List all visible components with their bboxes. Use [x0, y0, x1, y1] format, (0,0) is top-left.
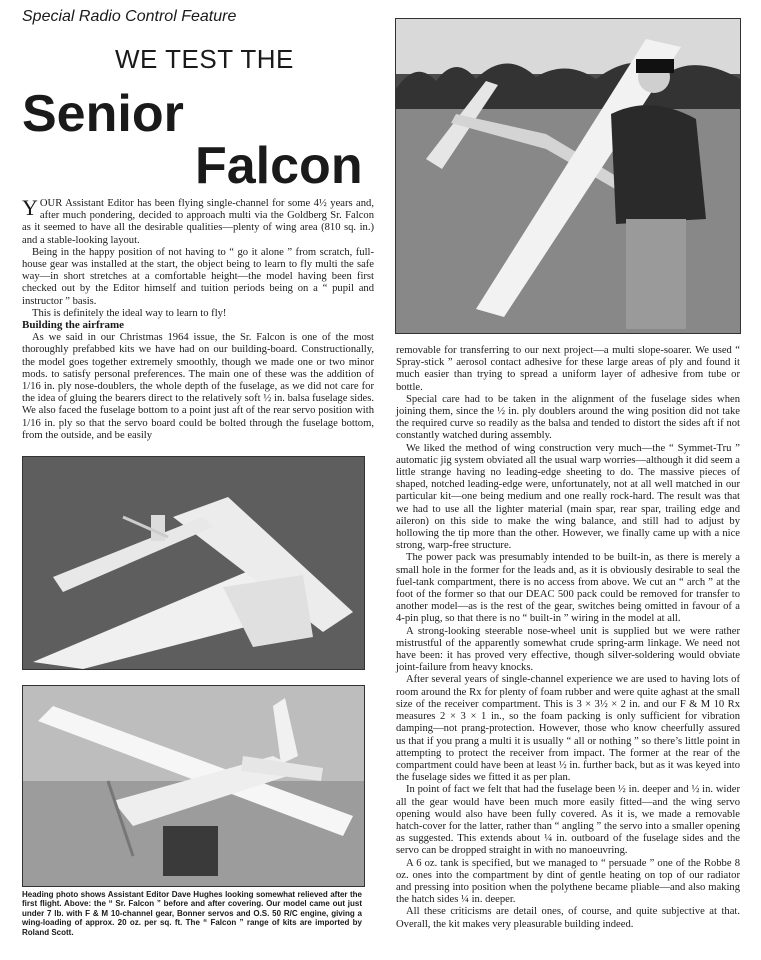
right-paragraph-1: removable for transferring to our next project—a multi slope-soarer. We used “ Spray-stick ” aerosol contact adhesive for these large areas of ply and found it much easier than trying to spread a uniform layer of adhesive from tube or bottle. — [396, 345, 740, 393]
photo-caption: Heading photo shows Assistant Editor Dave Hughes looking somewhat relieved after the first flight. Above: the “ Sr. Falcon ” before and after covering. Our model came out just under 7 lb. with F & M 10-channel gear, Bonner servos and O.S. 50 R/C engine, giving a wing-loading of approx. 20 oz. per sq. ft. The “ Falcon ” range of kits are imported by Roland Scott. — [22, 890, 362, 937]
title-line-2: Senior — [22, 85, 184, 143]
building-section — [22, 319, 374, 442]
section-heading: Building the airframe — [22, 319, 125, 331]
intro-paragraph-3: This is definitely the ideal way to learn to fly! — [32, 307, 227, 319]
section-paragraph-1: As we said in our Christmas 1964 issue, the Sr. Falcon is one of the most thoroughly prefabbed kits we have had on our building-board. Constructionally, the model goes together extremely smoothly, though we made one or two minor mods. to satisfy personal preferences. The main one of these was the addition of 1/16 in. ply nose-doublers, the whole depth of the fuselage, as we did not care for the idea of gluing the bearers direct to the relatively soft ½ in. balsa fuselage sides. We also faced the fuselage bottom to a point just aft of the rear servo position with 1/16 in. ply so that the servo board could be bolted through the fuselage bottom, from the outside, and be easily — [22, 332, 374, 441]
drop-cap: Y — [22, 195, 38, 220]
right-paragraph-3: We liked the method of wing construction very much—the “ Symmet-Tru ” automatic jig system obviated all the usual warp worries—although it did seem a little strange having no leading-edge sheeting to do. The massive pieces of shaped, notched leading-edge were, unfortunately, not at all well matched in our particular kit—one being medium and one really rock-hard. The result was that we had to use all the lighter material (main spar, rear spar, trailing edge and aileron) on this side to make the wing balance, and still had to adjust by hollowing the tip more than the other. However, we finally came up with a nice strong, warp-free structure. — [396, 442, 740, 552]
covered-model-photo — [22, 685, 365, 887]
right-paragraph-2: Special care had to be taken in the alignment of the fuselage sides when joining them, since the ½ in. ply doublers around the wing position did not take the required curve so readily as the balsa and tended to distort the sides aft if not constantly watched during assembly. — [396, 393, 740, 442]
heading-photo — [395, 18, 741, 334]
uncovered-airframe-photo — [22, 456, 365, 670]
intro-paragraph-1: OUR Assistant Editor has been flying single-channel for some 4½ years and, after much pondering, decided to approach multi via the Goldberg Sr. Falcon as it seemed to have all the desirable qualities—plenty of wing area (810 sq. in.) and a stable-looking layout. — [22, 198, 374, 246]
right-paragraph-4: The power pack was presumably intended to be built-in, as there is merely a small hole in the former for the leads and, as it is obviously desirable to seal the fuel-tank compartment, there is no access from above. We cut an “ arch ” at the foot of the former so that our DEAC 500 pack could be removed for transfer to another model—as is the rest of the gear, switches being omitted in favour of a 4-pin plug, so that there is no “ built-in ” wiring in the model at all. — [396, 552, 740, 625]
right-paragraph-9: All these criticisms are detail ones, of course, and quite subjective at that. Overall, the kit makes very pleasurable building indeed. — [396, 906, 740, 930]
right-paragraph-8: A 6 oz. tank is specified, but we managed to “ persuade ” one of the Robbe 8 oz. ones into the compartment by dint of gentle heating on top of our radiator and pressing into position when the polythene became pliable—and also making the hatch sides ¼ in. deeper. — [396, 857, 740, 906]
intro-text — [22, 195, 374, 320]
right-paragraph-5: A strong-looking steerable nose-wheel unit is supplied but we were rather mistrustful of the apparently somewhat crude spring-arm linkage. We need not have been: it has proved very effective, though silver-soldering would obviate joint-failure from heavy knocks. — [396, 625, 740, 674]
title-line-1: WE TEST THE — [115, 44, 294, 74]
right-paragraph-6: After several years of single-channel experience we are used to having lots of room around the Rx for plenty of foam rubber and were quite aghast at the small size of the receiver compartment. This is 3 × 3½ × 2 in. and our F & M 10 Rx measures 2 × 3 × 1 in., so the foam packing is only sufficient for vibration damping—not prang-protection. However, those who know cheerfully assured us that if you prang a multi it is usually “ all or nothing ” so there’s little point in attempting to protect the receiver from impact. The former at the rear of the compartment could have been at least ½ in. further back, but as it was keyed into the fuselage sides we fitted it as per plan. — [396, 674, 740, 784]
title-line-3: Falcon — [195, 137, 363, 195]
intro-paragraph-2: Being in the happy position of not having to “ go it alone ” from scratch, full-house gear was installed at the start, the object being to learn to fly multi the safe way—in short stretches at a comfortable height—the model having been first checked out by the Editor himself and tuition periods being on a “ pupil and instructor ” basis. — [22, 246, 374, 307]
right-column-text — [396, 345, 740, 931]
right-paragraph-7: In point of fact we felt that had the fuselage been ½ in. deeper and ½ in. wider all the gear would have been much more easily fitted—and the wing servo opening would also have been fully covered. As it is, we made a removable hatch-cover for the latter, rather than “ angling ” the servo into a smaller opening as suggested. This extends about ¼ in. outboard of the fuselage sides and the servo can be dropped straight in with no manoeuvring. — [396, 784, 740, 857]
feature-kicker: Special Radio Control Feature — [22, 8, 237, 25]
